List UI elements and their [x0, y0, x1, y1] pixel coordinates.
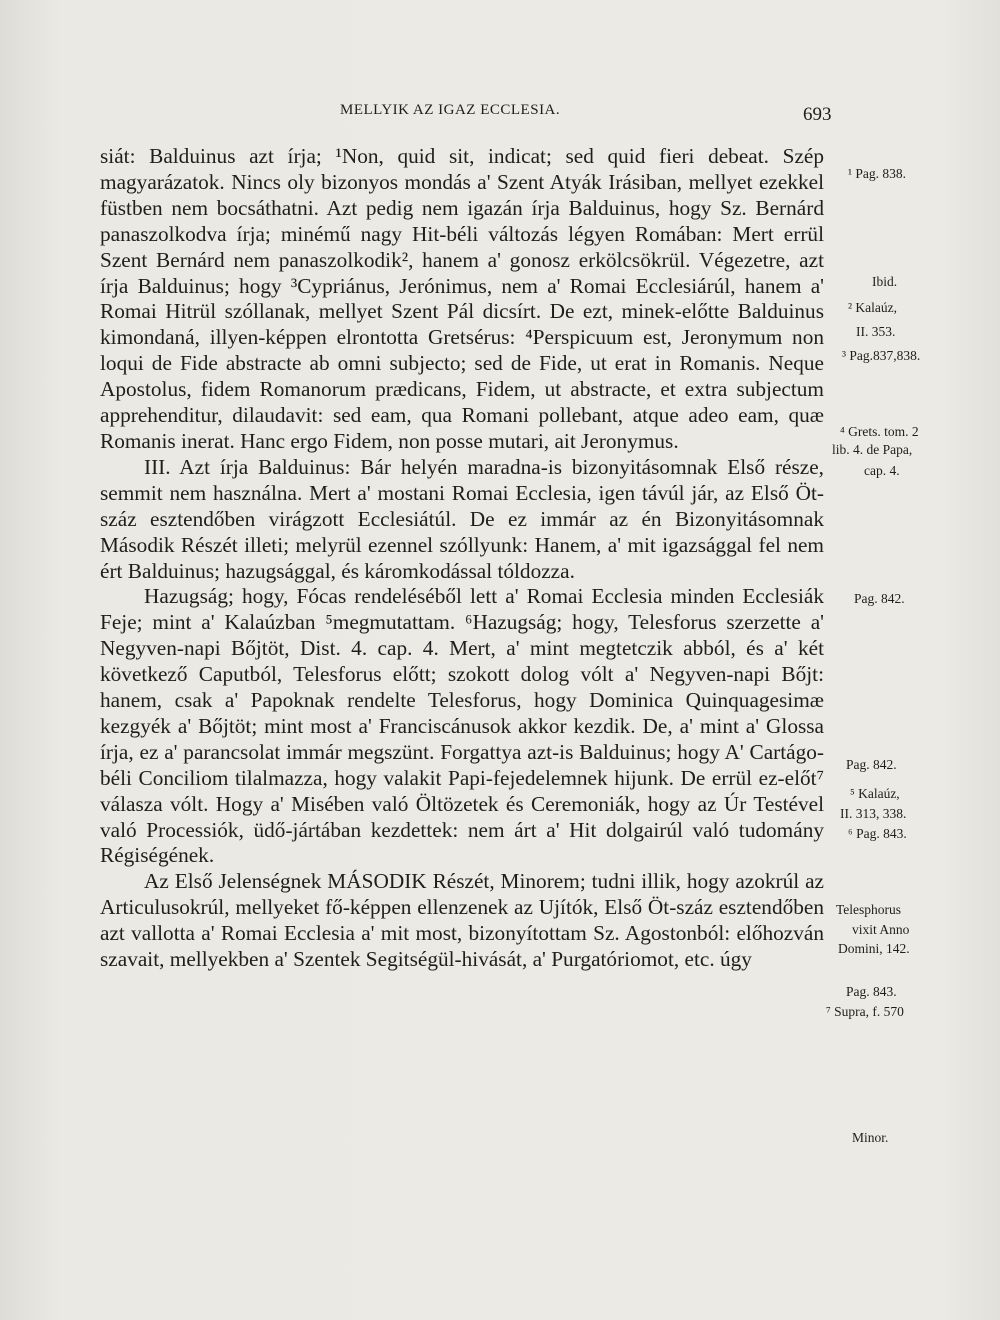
margin-note: Pag. 842. — [854, 591, 905, 606]
paragraph-2: III. Azt írja Balduinus: Bár helyén maradna-is bizonyitásomnak Első része, semmit nem használna. Mert a' mostani Romai Ecclesia, igen távúl jár, az Első Öt-száz esztendőben virágzott Ecclesiátúl. De ez immár az én Bizonyitásomnak Második Részét illeti; melyrül ezennel szóllyunk: Hanem, a' mit igazsággal fel nem ért Balduinus; hazugsággal, és káromkodással tóldozza. — [100, 454, 824, 583]
margin-note: lib. 4. de Papa, — [832, 442, 913, 457]
paragraph-4: Az Első Jelenségnek MÁSODIK Részét, Minorem; tudni illik, hogy azokrúl az Articulusokrúl, mellyeket fő-képpen ellenzenek az Ujítók, Első Öt-száz esztendőben azt vallotta a' Romai Ecclesia a' mit most, bizonyítottam Sz. Agostonból: előhozván szavait, mellyekben a' Szentek Segitségül-hivását, a' Purgatóriomot, etc. úgy — [100, 869, 824, 972]
margin-note: vixit Anno — [852, 922, 910, 937]
margin-note: ⁵ Kalaúz, — [850, 786, 900, 801]
margin-note: Telesphorus — [836, 902, 902, 917]
margin-note: Minor. — [852, 1130, 889, 1145]
margin-note: ³ Pag.837,838. — [842, 348, 921, 363]
margin-note: Pag. 843. — [846, 984, 897, 999]
running-head: MELLYIK AZ IGAZ ECCLESIA. — [340, 102, 561, 118]
margin-note: ¹ Pag. 838. — [848, 166, 907, 181]
margin-note: cap. 4. — [864, 463, 900, 478]
margin-note: ⁴ Grets. tom. 2 — [840, 424, 919, 439]
margin-note: Domini, 142. — [838, 941, 910, 956]
margin-note: Ibid. — [872, 274, 898, 289]
margin-note: ⁷ Supra, f. 570 — [826, 1004, 904, 1019]
margin-note: Pag. 842. — [846, 757, 897, 772]
margin-note: ⁶ Pag. 843. — [848, 826, 907, 841]
margin-note: II. 353. — [856, 324, 896, 339]
margin-note: ² Kalaúz, — [848, 300, 898, 315]
paragraph-3: Hazugság; hogy, Fócas rendeléséből lett a' Romai Ecclesia minden Ecclesiák Feje; mint a' Kalaúzban ⁵megmutattam. ⁶Hazugság; hogy, Telesforus szerzette a' Negyven-napi Bőjtöt, Dist. 4. cap. 4. Mert, a' mint megtetczik abból, és a' két következő Caputból, Telesforus előtt; szokott dolog vólt a' Negyven-napi Bőjt: hanem, csak a' Papoknak rendelte Telesforus, hogy Dominica Quinquagesimæ kezgyék a' Bőjtöt; mint most a' Franciscánusok akkor kezdik. De, a' mint a' Glossa írja, ez a' parancsolat immár megszünt. Forgattya azt-is Balduinus; hogy A' Cartágo-béli Conciliom tilalmazza, hogy valakit Papi-fejedelemnek hijunk. De errül ez-előt⁷ válasza vólt. Hogy a' Misében való Öltözetek és Ceremoniák, hogy az Úr Testével való Processiók, üdő-jártában kezdettek: nem árt a' Hit dolgairúl való tudomány Régiségének. — [100, 584, 824, 868]
paragraph-1: siát: Balduinus azt írja; ¹Non, quid sit, indicat; sed quid fieri debeat. Szép magyarázatok. Nincs oly bizonyos mondás a' Szent Atyák Irásiban, mellyet ezekkel füstben nem bocsáthatni. Azt pedig nem igazán írja Balduinus, hogy Sz. Bernárd panaszolkodva írja; minémű nagy Hit-béli változás légyen Romában: Mert errül Szent Bernárd nem panaszolkodik², hanem a' gonosz erkölcsökrül. Végezetre, azt írja Balduinus; hogy ³Cypriánus, Jerónimus, nem a' Romai Ecclesiárúl, hanem a' Romai Hitrül szóllanak, mellyet Szent Pál dicsírt. De ezt, minek-előtte Balduinus kimondaná, illyen-képpen elrontotta Gretsérus: ⁴Perspicuum est, Jeronymum non loqui de Fide abstracte ab omni subjecto; sed de Fide, ut erat in Romanis. Neque Apostolus, fidem Romanorum prædicans, Fidem, ut abstracte, et extra subjectum apprehenditur, dilaudavit: sed eam, qua Romani pollebant, atque adeo eam, quæ Romanis inerat. Hanc ergo Fidem, non posse mutari, ait Jeronymus. — [100, 144, 824, 453]
margin-note: II. 313, 338. — [840, 806, 907, 821]
page-number: 693 — [803, 104, 832, 125]
